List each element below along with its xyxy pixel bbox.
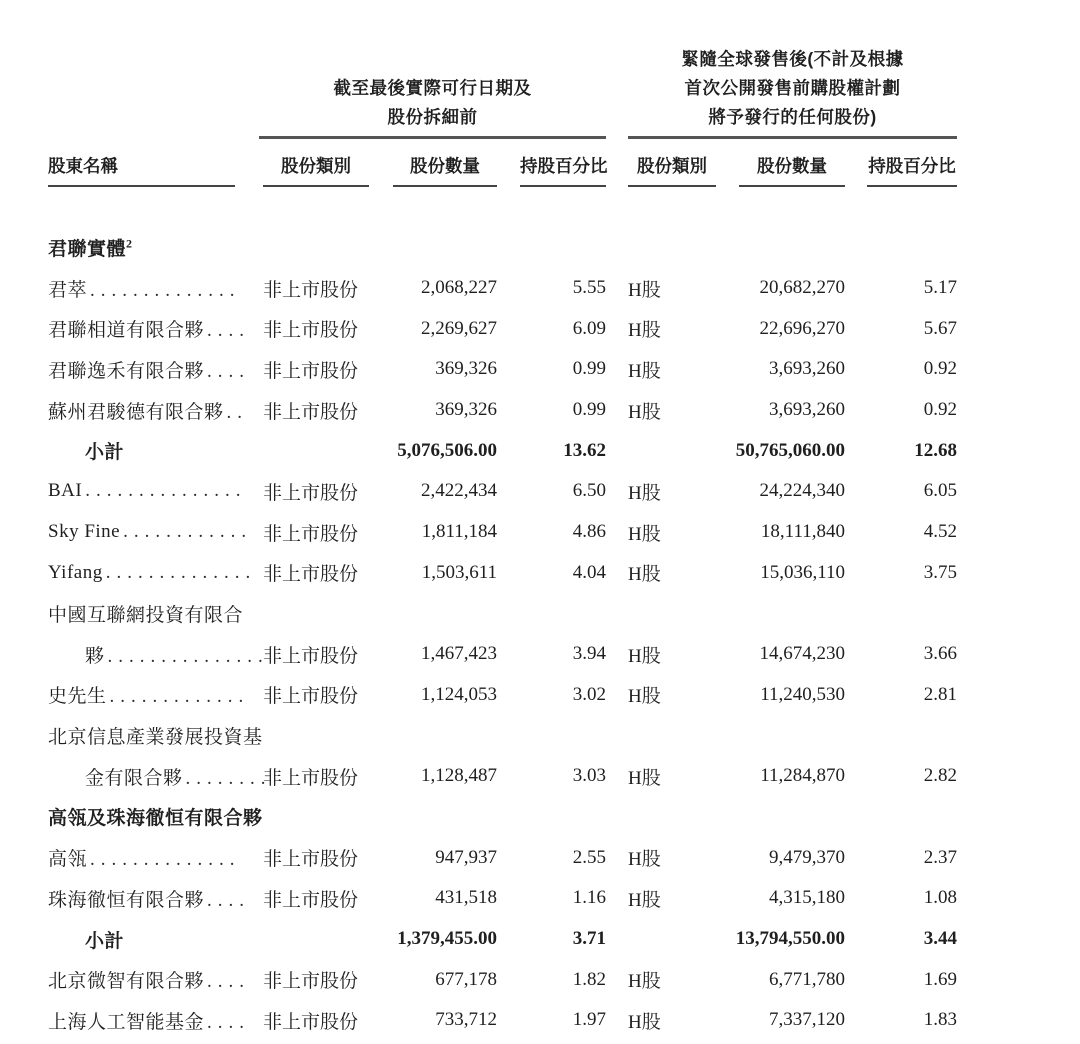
cell-shareholder-name [48, 1007, 259, 1034]
group1-title-line1: 截至最後實際可行日期及 [333, 78, 532, 98]
cell-share-count-after: 7,337,120 [769, 1009, 845, 1031]
shareholder-name-text: 珠海徹恒有限合夥 [48, 889, 205, 911]
dot-leader: .... [207, 360, 251, 382]
dot-leader: .... [207, 1011, 251, 1033]
column-header-share-pct-after: 持股百分比 [845, 153, 957, 187]
cell-share-count-after: 3,693,260 [769, 399, 845, 421]
cell-share-class-after: H股 [628, 279, 661, 301]
table-row [48, 1000, 957, 1041]
table-row [48, 512, 957, 553]
shareholder-name-text: 金有限合夥 [85, 767, 183, 789]
column-header-share-class-after: 股份類別 [606, 153, 718, 187]
cell-shareholder-name [48, 641, 269, 668]
shareholder-name-text: BAI [48, 480, 83, 502]
cell-share-class-after: H股 [628, 401, 661, 423]
cell-share-pct-after: 5.17 [923, 277, 957, 299]
cell-share-class-after: H股 [628, 320, 661, 342]
cell-share-count-before: 369,326 [435, 358, 497, 380]
cell-share-pct-before: 4.86 [572, 521, 606, 543]
cell-share-count-before: 2,068,227 [421, 277, 497, 299]
cell-share-pct-after: 1.83 [923, 1009, 957, 1031]
cell-share-pct-after: 2.81 [923, 683, 957, 705]
cell-share-count-before: 1,467,423 [421, 643, 497, 665]
cell-share-pct-after: 1.08 [923, 887, 957, 909]
cell-share-class-before: 非上市股份 [263, 767, 359, 789]
shareholder-name-text: 君聯相道有限合夥 [48, 320, 205, 342]
group2-title-line3: 將予發行的任何股份) [708, 107, 877, 127]
column-header-share-class-before: 股份類別 [259, 153, 371, 187]
cell-shareholder-name [48, 844, 259, 871]
table-row [48, 797, 957, 838]
cell-shareholder-name [48, 480, 259, 502]
cell-share-count-after: 3,693,260 [769, 358, 845, 380]
cell-share-pct-after: 0.92 [923, 358, 957, 380]
cell-share-class-after: H股 [628, 564, 661, 586]
group2-inner [628, 45, 957, 139]
table-row [48, 919, 957, 960]
cell-share-class-before: 非上市股份 [263, 1011, 359, 1033]
table-row [48, 227, 957, 268]
cell-share-count-after: 11,284,870 [760, 765, 845, 787]
column-header-share-count-before: 股份數量 [371, 153, 497, 187]
cell-share-class-before: 非上市股份 [263, 523, 359, 545]
cell-share-class-before: 非上市股份 [263, 686, 359, 708]
cell-share-pct-before: 5.55 [572, 277, 606, 299]
dot-leader: ............... [85, 480, 247, 502]
table-row [48, 756, 957, 797]
table-group-header [48, 45, 957, 139]
dot-leader: .............. [105, 561, 257, 583]
dot-leader: .... [207, 971, 251, 993]
cell-share-class-before: 非上市股份 [263, 645, 359, 667]
cell-shareholder-name [48, 521, 259, 543]
cell-share-count-before: 1,128,487 [421, 765, 497, 787]
cell-shareholder-name [48, 885, 259, 912]
group1-underline [259, 136, 606, 139]
cell-share-count-after: 14,674,230 [759, 643, 845, 665]
cell-share-count-before: 5,076,506.00 [397, 439, 497, 461]
cell-shareholder-name [48, 966, 259, 993]
cell-shareholder-name [48, 315, 259, 342]
cell-share-class-before: 非上市股份 [263, 971, 359, 993]
cell-shareholder-name [48, 275, 259, 302]
column-header-shareholder: 股東名稱 [48, 153, 259, 187]
cell-share-pct-before: 3.71 [572, 928, 606, 950]
cell-share-count-before: 1,811,184 [421, 521, 497, 543]
cell-share-count-after: 13,794,550.00 [735, 928, 845, 950]
dot-leader: ............... [107, 645, 269, 667]
column-header-share-pct-before: 持股百分比 [497, 153, 606, 187]
cell-share-class-after: H股 [628, 1011, 661, 1033]
table-row [48, 308, 957, 349]
dot-leader: ............. [109, 686, 250, 708]
shareholder-name-text: 高瓴及珠海徹恒有限合夥 [48, 808, 263, 830]
cell-share-pct-after: 2.82 [923, 765, 957, 787]
table-row [48, 675, 957, 716]
table-row [48, 878, 957, 919]
cell-shareholder-name [48, 562, 259, 584]
shareholder-name-text: 史先生 [48, 686, 107, 708]
cell-share-class-after: H股 [628, 849, 661, 871]
cell-share-count-before: 677,178 [435, 968, 497, 990]
cell-share-pct-before: 0.99 [572, 358, 606, 380]
dot-leader: .............. [90, 849, 241, 871]
cell-share-count-after: 11,240,530 [760, 683, 845, 705]
cell-share-pct-before: 4.04 [572, 561, 606, 583]
cell-share-count-before: 369,326 [435, 399, 497, 421]
cell-share-pct-before: 3.94 [572, 643, 606, 665]
dot-leader: .... [207, 889, 251, 911]
cell-share-class-after: H股 [628, 482, 661, 504]
cell-share-pct-before: 6.09 [572, 317, 606, 339]
table-column-header-row [48, 139, 957, 187]
dot-leader: .............. [90, 279, 241, 301]
cell-share-class-before: 非上市股份 [263, 279, 359, 301]
cell-share-count-after: 20,682,270 [759, 277, 845, 299]
cell-share-class-before: 非上市股份 [263, 320, 359, 342]
group1-title-line2: 股份拆細前 [387, 107, 478, 127]
cell-share-pct-after: 12.68 [914, 439, 957, 461]
cell-share-pct-before: 3.02 [572, 683, 606, 705]
cell-share-count-after: 4,315,180 [769, 887, 845, 909]
cell-share-class-after: H股 [628, 889, 661, 911]
cell-shareholder-name [48, 803, 263, 830]
shareholder-name-text: 高瓴 [48, 849, 88, 871]
cell-share-class-after: H股 [628, 523, 661, 545]
cell-share-class-before: 非上市股份 [263, 889, 359, 911]
cell-share-pct-before: 6.50 [572, 480, 606, 502]
cell-share-class-before: 非上市股份 [263, 564, 359, 586]
cell-share-class-before: 非上市股份 [263, 401, 359, 423]
cell-share-count-before: 1,124,053 [421, 683, 497, 705]
cell-shareholder-name [48, 722, 263, 749]
table-row [48, 430, 957, 471]
cell-shareholder-name [48, 763, 272, 790]
shareholder-name-text: 北京微智有限合夥 [48, 971, 205, 993]
footnote-marker: 2 [126, 236, 133, 251]
cell-share-count-before: 1,503,611 [421, 561, 497, 583]
cell-share-class-after: H股 [628, 686, 661, 708]
cell-share-class-before: 非上市股份 [263, 360, 359, 382]
group2-underline [628, 136, 957, 139]
cell-shareholder-name [48, 926, 259, 953]
cell-share-class-before: 非上市股份 [263, 849, 359, 871]
dot-leader: .. [226, 401, 249, 423]
cell-share-pct-after: 0.92 [923, 399, 957, 421]
cell-share-pct-after: 1.69 [923, 968, 957, 990]
shareholder-name-text: 小計 [85, 930, 125, 952]
cell-shareholder-name [48, 681, 259, 708]
cell-share-count-before: 2,422,434 [421, 480, 497, 502]
cell-share-pct-after: 4.52 [923, 521, 957, 543]
cell-share-class-after: H股 [628, 767, 661, 789]
cell-shareholder-name [48, 234, 259, 261]
shareholder-name-text: Sky Fine [48, 521, 121, 543]
cell-share-pct-before: 1.16 [572, 887, 606, 909]
cell-share-count-before: 2,269,627 [421, 317, 497, 339]
shareholder-name-text: 君聯實體 [48, 238, 127, 260]
group-header-after-offering [606, 45, 957, 139]
cell-share-count-after: 24,224,340 [759, 480, 845, 502]
table-row [48, 268, 957, 309]
table-row [48, 593, 957, 634]
cell-share-count-before: 1,379,455.00 [397, 928, 497, 950]
cell-share-pct-after: 3.66 [923, 643, 957, 665]
cell-share-count-before: 733,712 [435, 1009, 497, 1031]
cell-share-count-after: 9,479,370 [769, 846, 845, 868]
shareholder-name-text: 小計 [85, 442, 125, 464]
table-row [48, 553, 957, 594]
cell-share-pct-before: 1.97 [572, 1009, 606, 1031]
table-row [48, 471, 957, 512]
cell-share-count-after: 50,765,060.00 [735, 439, 845, 461]
table-row [48, 837, 957, 878]
table-row [48, 349, 957, 390]
cell-share-pct-before: 0.99 [572, 399, 606, 421]
cell-share-count-after: 22,696,270 [759, 317, 845, 339]
dot-leader: ............ [123, 521, 253, 543]
cell-shareholder-name [48, 437, 259, 464]
shareholder-name-text: 夥 [85, 645, 105, 667]
cell-share-class-after: H股 [628, 971, 661, 993]
shareholder-name-text: 上海人工智能基金 [48, 1011, 205, 1033]
cell-share-class-before: 非上市股份 [263, 482, 359, 504]
group2-title-line1: 緊隨全球發售後(不計及根據 [681, 49, 904, 69]
shareholder-name-text: 君聯逸禾有限合夥 [48, 360, 205, 382]
cell-share-pct-before: 2.55 [572, 846, 606, 868]
table-body [48, 227, 957, 1041]
shareholder-name-text: 北京信息產業發展投資基 [48, 727, 263, 749]
column-header-share-count-after: 股份數量 [718, 153, 845, 187]
cell-shareholder-name [48, 397, 259, 424]
group2-title-line2: 首次公開發售前購股權計劃 [684, 78, 901, 98]
cell-share-pct-before: 1.82 [572, 968, 606, 990]
cell-share-pct-after: 3.44 [923, 928, 957, 950]
cell-share-class-after: H股 [628, 645, 661, 667]
cell-share-count-after: 18,111,840 [760, 521, 845, 543]
dot-leader: .... [207, 320, 251, 342]
cell-share-pct-after: 5.67 [923, 317, 957, 339]
cell-share-pct-before: 13.62 [563, 439, 606, 461]
shareholder-name-text: 蘇州君駿德有限合夥 [48, 401, 224, 423]
table-row [48, 959, 957, 1000]
table-row [48, 715, 957, 756]
cell-share-pct-before: 3.03 [572, 765, 606, 787]
cell-shareholder-name [48, 356, 259, 383]
cell-share-pct-after: 3.75 [923, 561, 957, 583]
table-row [48, 634, 957, 675]
cell-share-class-after: H股 [628, 360, 661, 382]
dot-leader: ........ [185, 767, 272, 789]
cell-share-count-after: 15,036,110 [760, 561, 845, 583]
group-header-before-split [259, 74, 606, 139]
cell-shareholder-name [48, 600, 259, 627]
table-row [48, 390, 957, 431]
cell-share-pct-after: 6.05 [923, 480, 957, 502]
cell-share-count-before: 947,937 [435, 846, 497, 868]
shareholder-name-text: Yifang [48, 561, 103, 583]
cell-share-count-before: 431,518 [435, 887, 497, 909]
cell-share-pct-after: 2.37 [923, 846, 957, 868]
shareholder-name-text: 中國互聯網投資有限合 [48, 605, 244, 627]
shareholder-name-text: 君萃 [48, 279, 88, 301]
cell-share-count-after: 6,771,780 [769, 968, 845, 990]
